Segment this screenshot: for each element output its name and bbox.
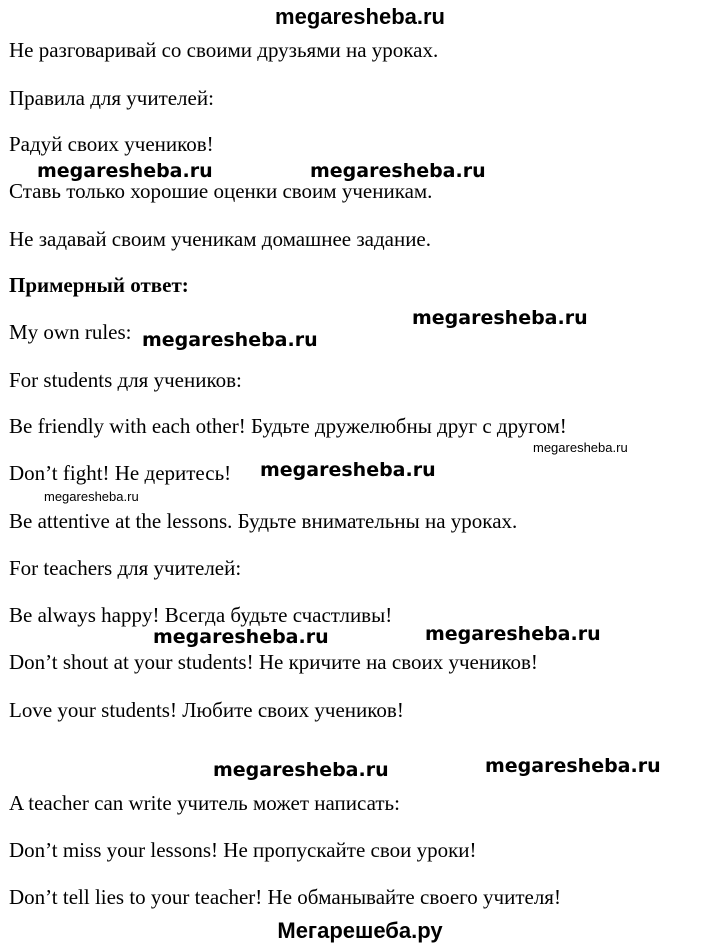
watermark: megaresheba.ru [533, 440, 628, 455]
watermark: megaresheba.ru [213, 759, 389, 781]
site-footer: Мегарешеба.ру [277, 918, 443, 943]
text-line: Правила для учителей: [9, 86, 214, 110]
text-line: Ставь только хорошие оценки своим ученикам. [9, 179, 433, 203]
text-line: My own rules: [9, 320, 132, 344]
text-line: A teacher can write учитель может написать: [9, 791, 400, 815]
text-line: For teachers для учителей: [9, 556, 242, 580]
text-line: Не задавай своим ученикам домашнее задание. [9, 227, 431, 251]
watermark: megaresheba.ru [37, 160, 213, 182]
site-header: megaresheba.ru [275, 4, 445, 29]
watermark: megaresheba.ru [142, 329, 318, 351]
text-line: Don’t fight! Не деритесь! [9, 461, 232, 485]
text-line: Be attentive at the lessons. Будьте внимательны на уроках. [9, 509, 518, 533]
watermark: megaresheba.ru [425, 623, 601, 645]
text-line: Be always happy! Всегда будьте счастливы! [9, 603, 393, 627]
watermark: megaresheba.ru [44, 489, 139, 504]
watermark: megaresheba.ru [260, 459, 436, 481]
watermark: megaresheba.ru [310, 160, 486, 182]
text-line: Don’t shout at your students! Не кричите на своих учеников! [9, 650, 538, 674]
watermark: megaresheba.ru [412, 307, 588, 329]
watermark: megaresheba.ru [485, 755, 661, 777]
text-line: Не разговаривай со своими друзьями на уроках. [9, 38, 439, 62]
text-line: Радуй своих учеников! [9, 132, 214, 156]
text-line: Love your students! Любите своих учеников! [9, 698, 404, 722]
text-line: For students для учеников: [9, 368, 242, 392]
section-heading: Примерный ответ: [9, 273, 189, 297]
text-line: Be friendly with each other! Будьте дружелюбны друг с другом! [9, 414, 567, 438]
text-line: Don’t miss your lessons! Не пропускайте свои уроки! [9, 838, 477, 862]
text-line: Don’t tell lies to your teacher! Не обманывайте своего учителя! [9, 885, 561, 909]
watermark: megaresheba.ru [153, 626, 329, 648]
